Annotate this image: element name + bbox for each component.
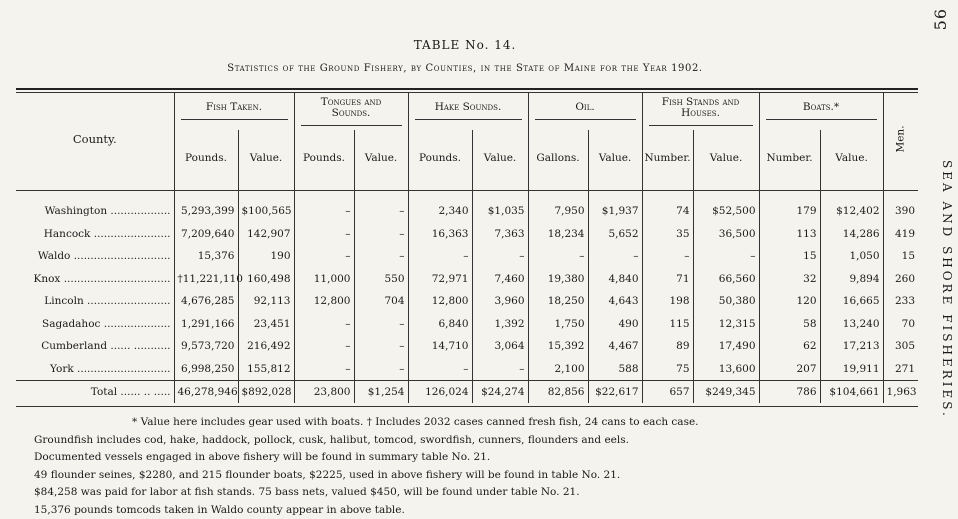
fishery-statistics-table xyxy=(16,92,918,403)
footnote-groundfish: Groundfish includes cod, hake, haddock, pollock, cusk, halibut, tomcod, swordfish, cunners, flounders and eels. xyxy=(34,432,914,450)
table-cell: 1,963 xyxy=(883,381,918,404)
col-hake-sounds: Hake Sounds. xyxy=(408,92,528,130)
table-cell: 4,676,285 xyxy=(174,290,238,313)
county-name: Hancock ....................... xyxy=(16,223,174,246)
table-cell: 657 xyxy=(642,381,693,404)
table-cell: 12,800 xyxy=(408,290,472,313)
table-row xyxy=(16,186,918,223)
county-name: Sagadahoc .................... xyxy=(16,313,174,336)
table-cell: – xyxy=(472,245,528,268)
table-cell: 15,392 xyxy=(528,335,588,358)
subcol-value: Value. xyxy=(472,130,528,186)
table-title: Statistics of the Ground Fishery, by Counties, in the State of Maine for the Year 1902. xyxy=(0,63,930,74)
col-men: Men. xyxy=(883,92,918,186)
table-cell: 36,500 xyxy=(693,223,759,246)
table-cell: 14,710 xyxy=(408,335,472,358)
table-cell: 5,652 xyxy=(588,223,642,246)
table-cell: 15,376 xyxy=(174,245,238,268)
table-cell: 2,340 xyxy=(408,186,472,223)
page-number: 56 xyxy=(931,8,955,30)
table-cell: 35 xyxy=(642,223,693,246)
table-cell: – xyxy=(294,358,354,381)
table-cell: 58 xyxy=(759,313,820,336)
table-cell: – xyxy=(408,245,472,268)
table-cell: 7,460 xyxy=(472,268,528,291)
table-cell: 66,560 xyxy=(693,268,759,291)
county-name: Lincoln ......................... xyxy=(16,290,174,313)
total-row xyxy=(16,381,918,404)
table-cell: – xyxy=(294,186,354,223)
table-cell: 305 xyxy=(883,335,918,358)
table-cell: 92,113 xyxy=(238,290,294,313)
table-cell: – xyxy=(354,358,408,381)
table-cell: 6,840 xyxy=(408,313,472,336)
col-oil: Oil. xyxy=(528,92,642,130)
table-cell: – xyxy=(642,245,693,268)
table-cell: – xyxy=(294,335,354,358)
footnote-asterisk-dagger: * Value here includes gear used with boats. † Includes 2032 cases canned fresh fish, 24 cans to each case. xyxy=(34,414,914,432)
table-number: TABLE No. 14. xyxy=(0,38,930,52)
col-county: County. xyxy=(16,92,174,186)
county-name: Knox ................................ xyxy=(16,268,174,291)
table-cell: 13,240 xyxy=(820,313,883,336)
table-cell: 50,380 xyxy=(693,290,759,313)
table-cell: 16,665 xyxy=(820,290,883,313)
table-cell: $104,661 xyxy=(820,381,883,404)
table-cell: 233 xyxy=(883,290,918,313)
table-cell: 32 xyxy=(759,268,820,291)
county-name: Total ...... .. ..... xyxy=(16,381,174,404)
table-cell: – xyxy=(693,245,759,268)
table-cell: $1,937 xyxy=(588,186,642,223)
table-cell: 207 xyxy=(759,358,820,381)
table-cell: 70 xyxy=(883,313,918,336)
table-cell: 89 xyxy=(642,335,693,358)
table-cell: 4,643 xyxy=(588,290,642,313)
table-cell: 550 xyxy=(354,268,408,291)
table-cell: 14,286 xyxy=(820,223,883,246)
table-cell: 115 xyxy=(642,313,693,336)
table-cell: 5,293,399 xyxy=(174,186,238,223)
table-cell: 271 xyxy=(883,358,918,381)
subcol-number: Number. xyxy=(642,130,693,186)
table-cell: 7,950 xyxy=(528,186,588,223)
table-cell: $1,254 xyxy=(354,381,408,404)
table-cell: $249,345 xyxy=(693,381,759,404)
table-cell: 3,960 xyxy=(472,290,528,313)
subcol-value: Value. xyxy=(588,130,642,186)
table-cell: 3,064 xyxy=(472,335,528,358)
table-cell: 74 xyxy=(642,186,693,223)
table-cell: 62 xyxy=(759,335,820,358)
table-cell: 179 xyxy=(759,186,820,223)
table-cell: 160,498 xyxy=(238,268,294,291)
table-cell: – xyxy=(294,245,354,268)
table-cell: $1,035 xyxy=(472,186,528,223)
col-fish-taken: Fish Taken. xyxy=(174,92,294,130)
subcol-value: Value. xyxy=(238,130,294,186)
table-cell: – xyxy=(354,245,408,268)
table-cell: – xyxy=(294,223,354,246)
col-boats: Boats.* xyxy=(759,92,883,130)
subcol-gallons: Gallons. xyxy=(528,130,588,186)
table-cell: 419 xyxy=(883,223,918,246)
table-cell: 198 xyxy=(642,290,693,313)
subcol-pounds: Pounds. xyxy=(294,130,354,186)
table-cell: 12,800 xyxy=(294,290,354,313)
table-cell: 17,490 xyxy=(693,335,759,358)
table-cell: 46,278,946 xyxy=(174,381,238,404)
subcol-value: Value. xyxy=(820,130,883,186)
table-cell: 72,971 xyxy=(408,268,472,291)
table-cell: 260 xyxy=(883,268,918,291)
table-cell: 18,234 xyxy=(528,223,588,246)
table-cell: – xyxy=(588,245,642,268)
table-cell: 113 xyxy=(759,223,820,246)
table-cell: 13,600 xyxy=(693,358,759,381)
table-cell: 71 xyxy=(642,268,693,291)
table-cell: 390 xyxy=(883,186,918,223)
table-cell: – xyxy=(294,313,354,336)
footnotes xyxy=(34,414,914,519)
top-rule xyxy=(16,88,918,90)
table-cell: 126,024 xyxy=(408,381,472,404)
table-cell: 15 xyxy=(883,245,918,268)
table-cell: – xyxy=(354,335,408,358)
bottom-rule xyxy=(16,406,918,407)
table-cell: $52,500 xyxy=(693,186,759,223)
table-cell: – xyxy=(528,245,588,268)
table-cell: 190 xyxy=(238,245,294,268)
table-cell: 1,392 xyxy=(472,313,528,336)
subcol-pounds: Pounds. xyxy=(174,130,238,186)
footnote-labor: $84,258 was paid for labor at fish stands. 75 bass nets, valued $450, will be found under table No. 21. xyxy=(34,484,914,502)
table-cell: $12,402 xyxy=(820,186,883,223)
footnote-flounder-seines: 49 flounder seines, $2280, and 215 flounder boats, $2225, used in above fishery will be found in table No. 21. xyxy=(34,467,914,485)
table-row xyxy=(16,358,918,381)
col-tongues-sounds: Tongues and Sounds. xyxy=(294,92,408,130)
running-title: SEA AND SHORE FISHERIES. xyxy=(934,160,954,419)
footnote-tomcods: 15,376 pounds tomcods taken in Waldo county appear in above table. xyxy=(34,502,914,519)
table-cell: 6,998,250 xyxy=(174,358,238,381)
subcol-value: Value. xyxy=(693,130,759,186)
table-cell: 4,840 xyxy=(588,268,642,291)
table-cell: 19,380 xyxy=(528,268,588,291)
county-name: Washington .................. xyxy=(16,186,174,223)
table-row xyxy=(16,223,918,246)
table-cell: 19,911 xyxy=(820,358,883,381)
table-row xyxy=(16,290,918,313)
table-cell: 75 xyxy=(642,358,693,381)
subcol-number: Number. xyxy=(759,130,820,186)
table-cell: – xyxy=(354,223,408,246)
table-cell: 82,856 xyxy=(528,381,588,404)
table-cell: 490 xyxy=(588,313,642,336)
table-row xyxy=(16,268,918,291)
table-cell: 9,894 xyxy=(820,268,883,291)
table-cell: 142,907 xyxy=(238,223,294,246)
table-cell: – xyxy=(408,358,472,381)
table-cell: 23,800 xyxy=(294,381,354,404)
table-cell: $892,028 xyxy=(238,381,294,404)
table-cell: – xyxy=(354,313,408,336)
table-cell: 120 xyxy=(759,290,820,313)
table-row xyxy=(16,245,918,268)
table-cell: 588 xyxy=(588,358,642,381)
table-cell: $100,565 xyxy=(238,186,294,223)
county-name: York ............................ xyxy=(16,358,174,381)
county-name: Cumberland ...... ........... xyxy=(16,335,174,358)
footnote-documented-vessels: Documented vessels engaged in above fishery will be found in summary table No. 21. xyxy=(34,449,914,467)
table-cell: 155,812 xyxy=(238,358,294,381)
table-cell: 9,573,720 xyxy=(174,335,238,358)
table-cell: 786 xyxy=(759,381,820,404)
table-cell: 23,451 xyxy=(238,313,294,336)
col-fish-stands: Fish Stands and Houses. xyxy=(642,92,759,130)
table-row xyxy=(16,313,918,336)
table-row xyxy=(16,335,918,358)
table-cell: $22,617 xyxy=(588,381,642,404)
table-cell: 216,492 xyxy=(238,335,294,358)
table-cell: 18,250 xyxy=(528,290,588,313)
table-cell: 4,467 xyxy=(588,335,642,358)
table-cell: †11,221,110 xyxy=(174,268,238,291)
table-cell: 1,050 xyxy=(820,245,883,268)
table-cell: 7,209,640 xyxy=(174,223,238,246)
table-cell: – xyxy=(472,358,528,381)
table-cell: 11,000 xyxy=(294,268,354,291)
table-cell: 2,100 xyxy=(528,358,588,381)
table-cell: 16,363 xyxy=(408,223,472,246)
table-cell: 15 xyxy=(759,245,820,268)
county-name: Waldo ............................. xyxy=(16,245,174,268)
table-cell: 12,315 xyxy=(693,313,759,336)
table-cell: 1,750 xyxy=(528,313,588,336)
subcol-pounds: Pounds. xyxy=(408,130,472,186)
subcol-value: Value. xyxy=(354,130,408,186)
table-cell: $24,274 xyxy=(472,381,528,404)
table-cell: – xyxy=(354,186,408,223)
table-cell: 17,213 xyxy=(820,335,883,358)
table-cell: 704 xyxy=(354,290,408,313)
table-cell: 7,363 xyxy=(472,223,528,246)
table-cell: 1,291,166 xyxy=(174,313,238,336)
